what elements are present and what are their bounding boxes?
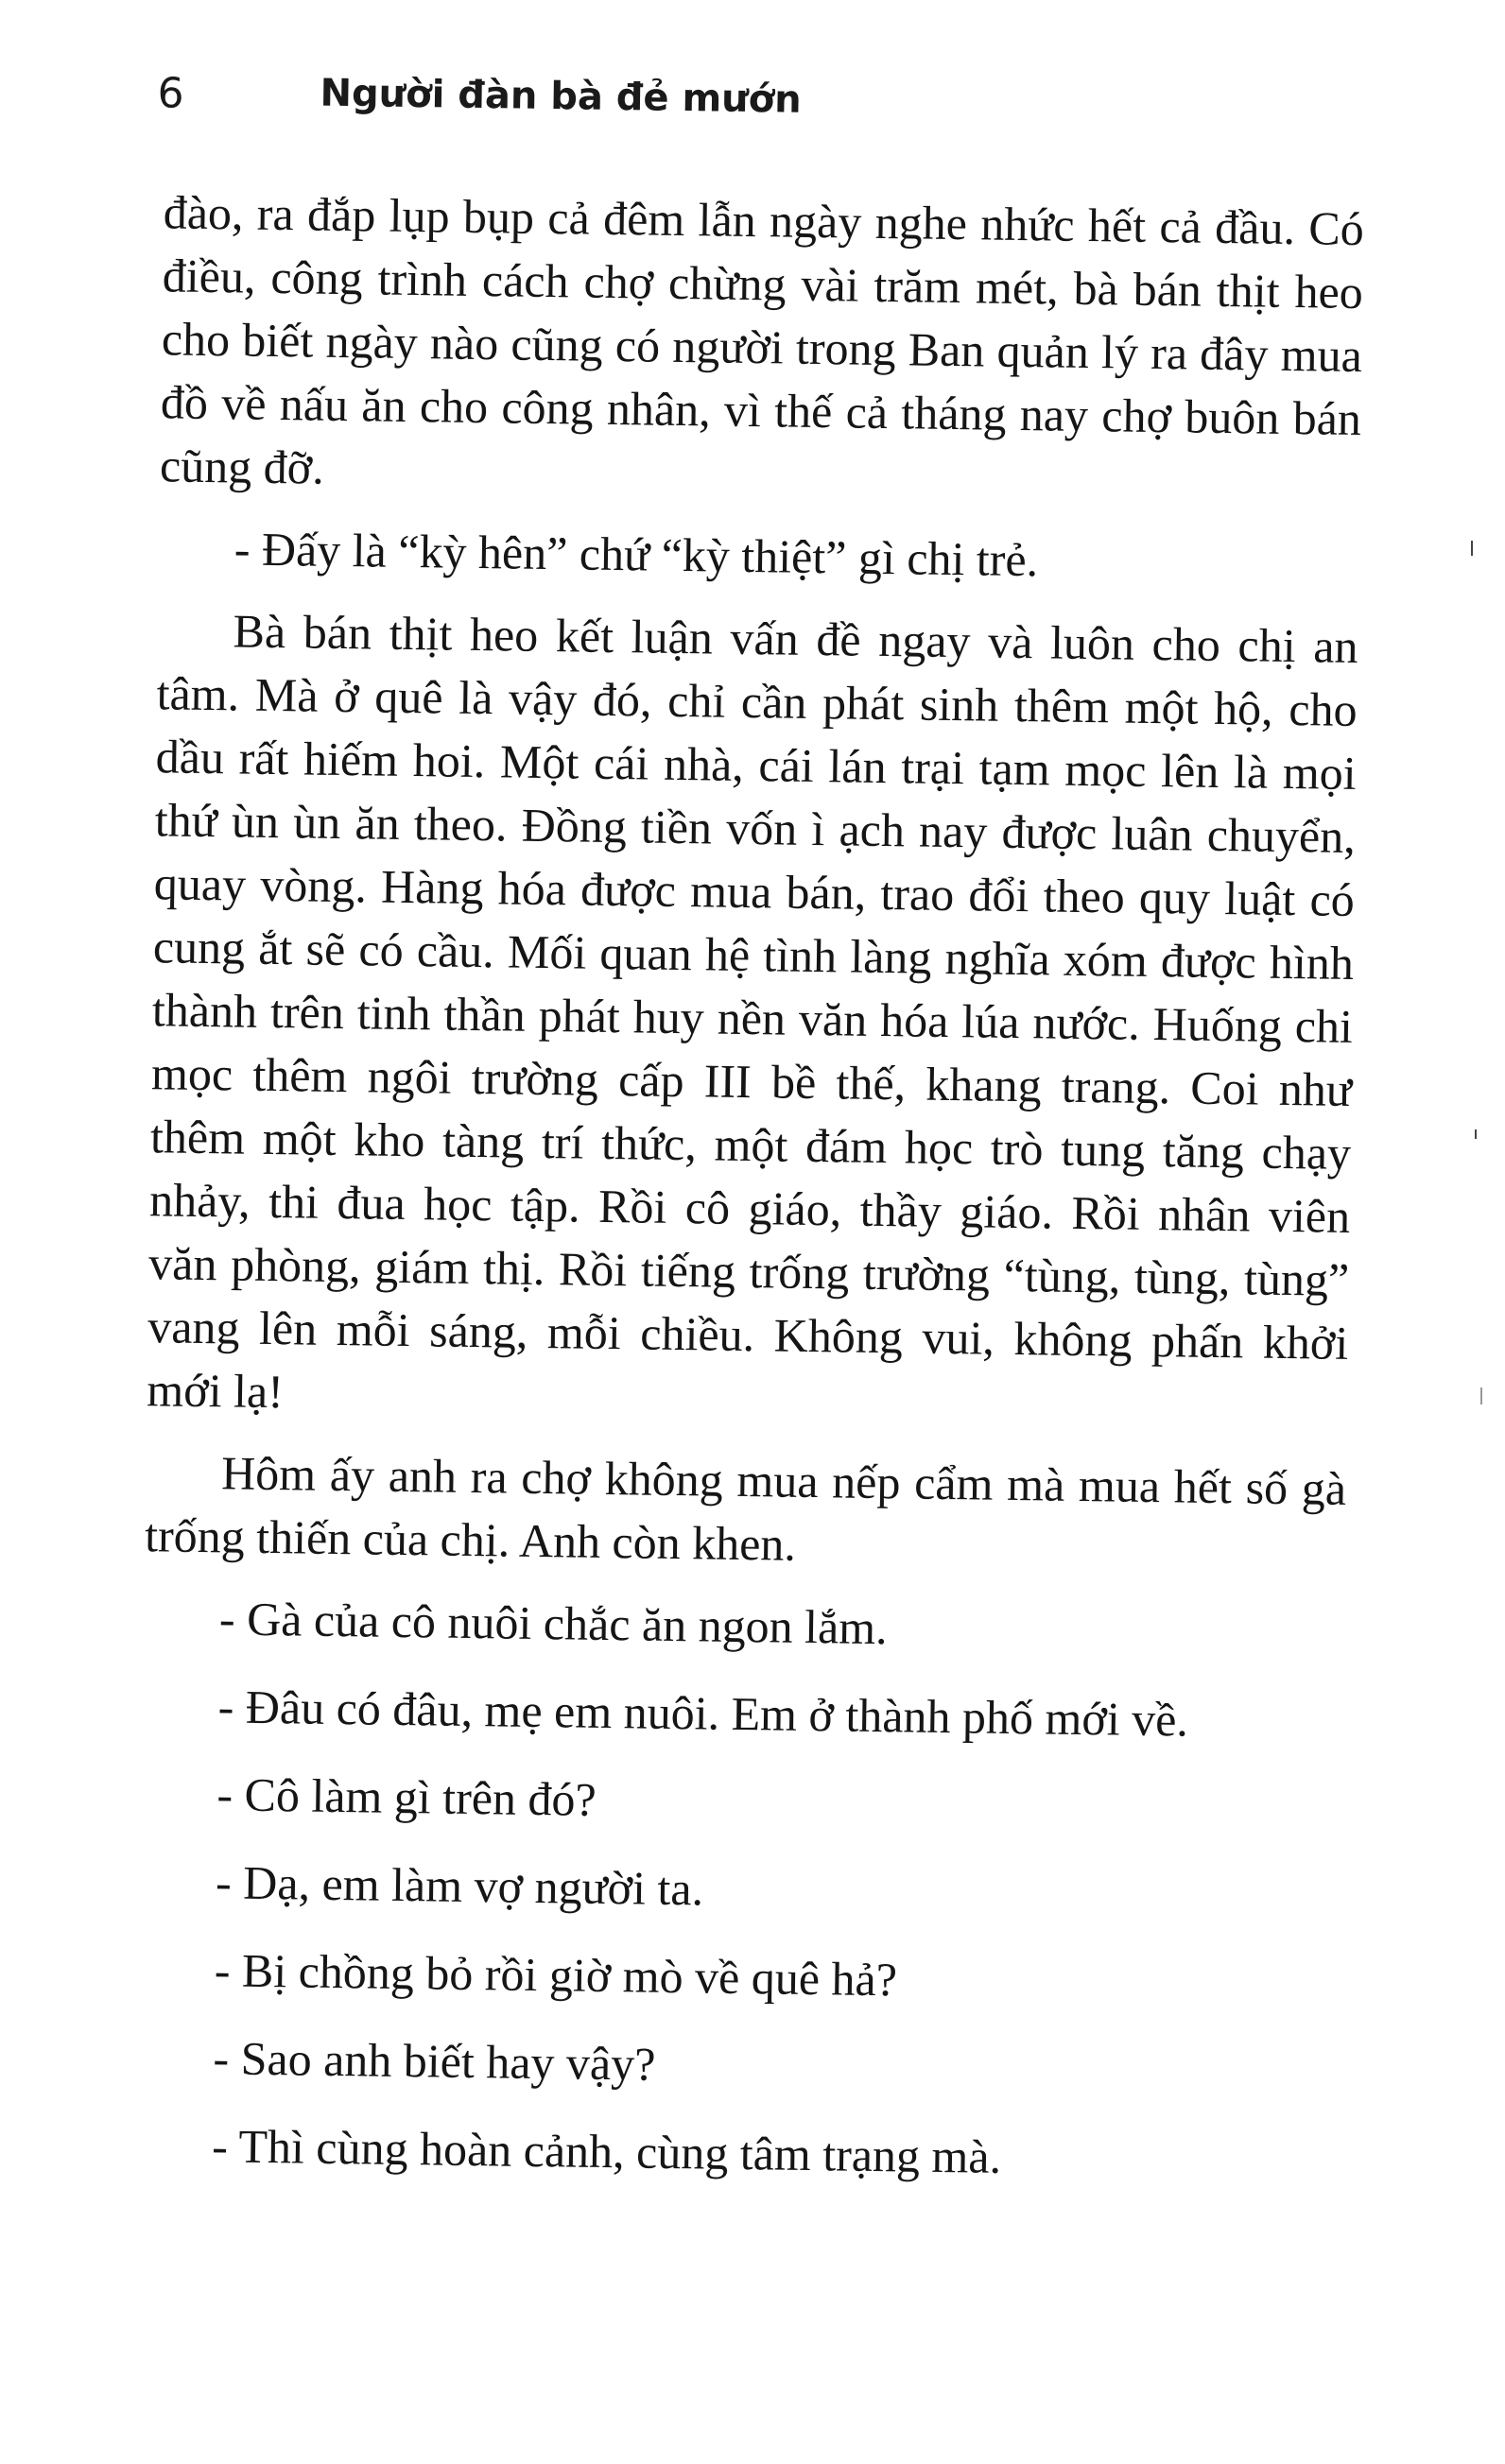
dialogue-line: - Gà của cô nuôi chắc ăn ngon lắm.	[218, 1592, 889, 1655]
paragraph-continuation: đào, ra đắp lụp bụp cả đêm lẫn ngày nghe nhức hết cả đầu. Có điều, công trình cách chợ chừng vài trăm mét, bà bán thịt heo cho biết ngày nào cũng có người trong Ban quản lý ra đây mua đồ về nấu ăn cho công nhân, vì thế cả tháng nay chợ buôn bán cũng đỡ.	[159, 185, 1365, 494]
margin-mark	[1471, 541, 1473, 556]
dialogue-line: - Đâu có đâu, mẹ em nuôi. Em ở thành phố mới về.	[217, 1680, 1189, 1747]
page-number: 6	[157, 69, 184, 118]
running-title: Người đàn bà đẻ mướn	[320, 71, 802, 122]
body-text	[135, 181, 1364, 2218]
paragraph: Bà bán thịt heo kết luận vấn đề ngay và luôn cho chị an tâm. Mà ở quê là vậy đó, chỉ cần phát sinh thêm một hộ, cho dầu rất hiếm hoi. Một cái nhà, cái lán trại tạm mọc lên là mọi thứ ùn ùn ăn theo. Đồng tiền vốn ì ạch nay được luân chuyển, quay vòng. Hàng hóa được mua bán, trao đổi theo quy luật có cung ắt sẽ có cầu. Mối quan hệ tình làng nghĩa xóm được hình thành trên tinh thần phát huy nền văn hóa lúa nước. Huống chi mọc thêm ngôi trường cấp III bề thế, khang trang. Coi như thêm một kho tàng trí thức, một đám học trò tung tăng chạy nhảy, thi đua học tập. Rồi cô giáo, thầy giáo. Rồi nhân viên văn phòng, giám thị. Rồi tiếng trống trường “tùng, tùng, tùng” vang lên mỗi sáng, mỗi chiều. Không vui, không phấn khởi mới lạ!	[147, 604, 1358, 1419]
dialogue-line: - Dạ, em làm vợ người ta.	[215, 1855, 704, 1916]
paragraph: Hôm ấy anh ra chợ không mua nếp cẩm mà mua hết số gà trống thiến của chị. Anh còn khen.	[144, 1446, 1347, 1571]
dialogue-line: - Thì cùng hoàn cảnh, cùng tâm trạng mà.	[211, 2119, 1002, 2183]
page-header	[157, 69, 1387, 162]
dialogue-line: - Bị chồng bỏ rồi giờ mò về quê hả?	[214, 1943, 898, 2007]
dialogue-line: - Đấy là “kỳ hên” chứ “kỳ thiệt” gì chị trẻ.	[234, 522, 1039, 587]
margin-mark	[1475, 1129, 1477, 1139]
margin-mark	[1480, 1387, 1482, 1404]
dialogue-line: - Cô làm gì trên đó?	[216, 1767, 597, 1826]
dialogue-line: - Sao anh biết hay vậy?	[213, 2031, 656, 2091]
